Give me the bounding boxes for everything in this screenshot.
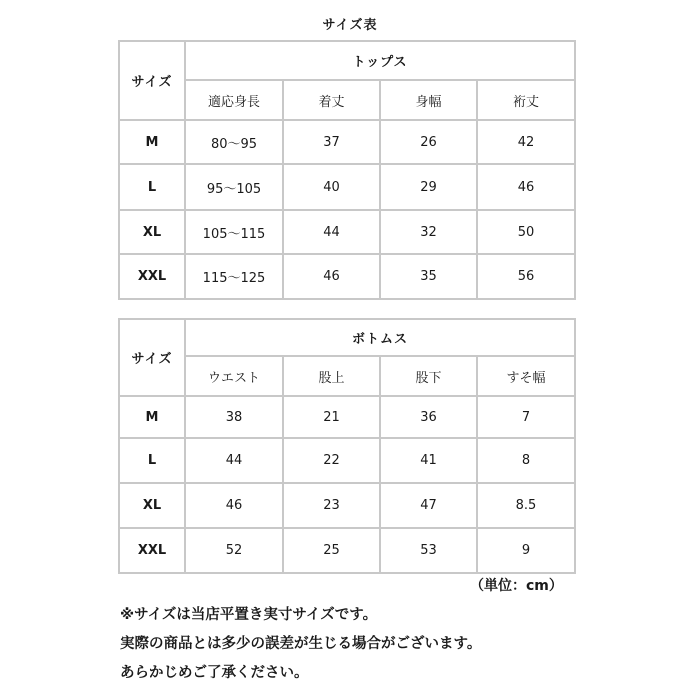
size-label: L <box>119 438 185 483</box>
table-cell: 115～125 <box>185 254 283 299</box>
size-label: XL <box>119 483 185 528</box>
size-label: XXL <box>119 254 185 299</box>
table-row <box>119 396 575 438</box>
table-cell: 46 <box>185 483 283 528</box>
table-cell: 36 <box>380 396 477 438</box>
size-label: XL <box>119 210 185 254</box>
table-cell: 9 <box>477 528 575 573</box>
table-cell: 8.5 <box>477 483 575 528</box>
table-cell: 23 <box>283 483 380 528</box>
table-cell: 105～115 <box>185 210 283 254</box>
table-cell: 46 <box>283 254 380 299</box>
table-cell: 42 <box>477 120 575 164</box>
column-header: 着丈 <box>283 80 380 120</box>
table-cell: 44 <box>185 438 283 483</box>
size-header: サイズ <box>119 41 185 120</box>
table-cell: 29 <box>380 164 477 210</box>
table-cell: 95～105 <box>185 164 283 210</box>
column-header: 股上 <box>283 356 380 396</box>
bottoms-size-table <box>118 318 576 574</box>
table-cell: 41 <box>380 438 477 483</box>
tops-group-header: トップス <box>185 41 575 80</box>
table-cell: 22 <box>283 438 380 483</box>
table-row <box>119 164 575 210</box>
table-cell: 26 <box>380 120 477 164</box>
table-cell: 52 <box>185 528 283 573</box>
note-line: あらかじめご了承ください。 <box>120 665 309 681</box>
tops-size-table <box>118 40 576 300</box>
size-label: XXL <box>119 528 185 573</box>
bottoms-group-header: ボトムス <box>185 319 575 356</box>
unit-note: （単位：cm） <box>470 578 563 594</box>
size-label: L <box>119 164 185 210</box>
table-cell: 37 <box>283 120 380 164</box>
note-line: ※サイズは当店平置き実寸サイズです。 <box>120 607 378 623</box>
table-cell: 47 <box>380 483 477 528</box>
column-header: 股下 <box>380 356 477 396</box>
table-cell: 40 <box>283 164 380 210</box>
column-header: すそ幅 <box>477 356 575 396</box>
table-row <box>119 254 575 299</box>
table-cell: 50 <box>477 210 575 254</box>
notes <box>120 601 481 688</box>
table-cell: 46 <box>477 164 575 210</box>
table-cell: 38 <box>185 396 283 438</box>
column-header: 裄丈 <box>477 80 575 120</box>
column-header: 適応身長 <box>185 80 283 120</box>
table-row <box>119 528 575 573</box>
table-cell: 35 <box>380 254 477 299</box>
size-header: サイズ <box>119 319 185 396</box>
page-title: サイズ表 <box>322 18 378 33</box>
table-cell: 80～95 <box>185 120 283 164</box>
size-label: M <box>119 396 185 438</box>
table-row <box>119 438 575 483</box>
table-cell: 44 <box>283 210 380 254</box>
table-cell: 56 <box>477 254 575 299</box>
table-cell: 32 <box>380 210 477 254</box>
table-row <box>119 210 575 254</box>
table-cell: 21 <box>283 396 380 438</box>
column-header: ウエスト <box>185 356 283 396</box>
table-cell: 53 <box>380 528 477 573</box>
table-cell: 7 <box>477 396 575 438</box>
column-header: 身幅 <box>380 80 477 120</box>
table-cell: 25 <box>283 528 380 573</box>
table-row <box>119 120 575 164</box>
note-line: 実際の商品とは多少の誤差が生じる場合がございます。 <box>120 636 482 652</box>
table-cell: 8 <box>477 438 575 483</box>
size-label: M <box>119 120 185 164</box>
table-row <box>119 483 575 528</box>
